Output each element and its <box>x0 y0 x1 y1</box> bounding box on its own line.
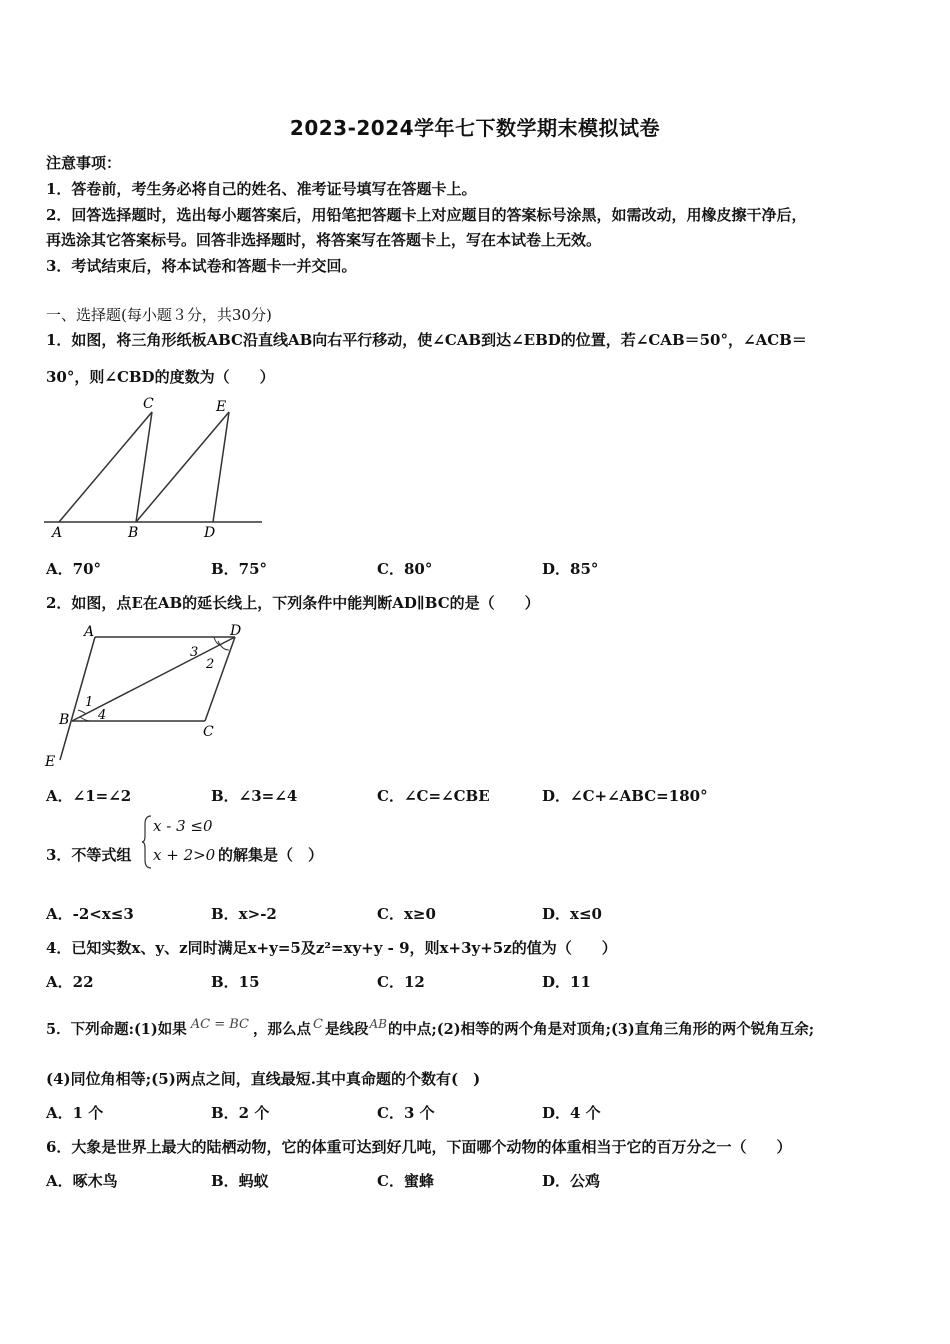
q2-stem: 2．如图，点E在AB的延长线上，下列条件中能判断AD∥BC的是（ ） <box>46 594 540 612</box>
q1-label-c: C <box>143 396 154 412</box>
q2-label-a: A <box>84 624 95 640</box>
notice-heading: 注意事项： <box>46 154 122 172</box>
q1-option-c[interactable]: C．80° <box>377 560 433 578</box>
q3-inequality-2: x + 2>0 <box>153 846 216 864</box>
q2-option-c[interactable]: C．∠C=∠CBE <box>377 787 490 805</box>
q3-option-a[interactable]: A．-2<x≤3 <box>46 905 134 923</box>
q5-part-2: ，那么点 <box>253 1021 311 1038</box>
q2-label-e: E <box>45 754 56 770</box>
notice-item-1: 1．答卷前，考生务必将自己的姓名、准考证号填写在答题卡上。 <box>46 180 477 198</box>
q2-option-a[interactable]: A．∠1=∠2 <box>46 787 132 805</box>
q1-label-e: E <box>216 399 227 415</box>
q3-prefix: 3．不等式组 <box>46 846 132 864</box>
q4-option-d[interactable]: D．11 <box>542 973 591 991</box>
q3-option-d[interactable]: D．x≤0 <box>542 905 602 923</box>
q5-option-b[interactable]: B．2 个 <box>211 1104 270 1122</box>
q2-figure <box>42 620 242 772</box>
q2-option-d[interactable]: D．∠C+∠ABC=180° <box>542 787 708 805</box>
q2-label-angle-1: 1 <box>85 695 94 710</box>
q3-option-b[interactable]: B．x>-2 <box>211 905 277 923</box>
q6-option-d[interactable]: D．公鸡 <box>542 1172 601 1190</box>
q5-formula-ab: AB <box>369 1017 387 1031</box>
q5-part-3: 是线段 <box>324 1021 369 1038</box>
q1-option-a[interactable]: A．70° <box>46 560 102 578</box>
q5-stem-line1 <box>46 1018 814 1039</box>
q1-stem-line1: 1．如图，将三角形纸板ABC沿直线AB向右平行移动，使∠CAB到达∠EBD的位置，若∠CAB＝50°，∠ACB＝ <box>46 331 807 349</box>
q6-stem: 6．大象是世界上最大的陆栖动物，它的体重可达到好几吨，下面哪个动物的体重相当于它的百万分之一（ ） <box>46 1138 792 1156</box>
q3-suffix: 的解集是（ ） <box>218 846 324 864</box>
q5-part-4: 的中点;(2)相等的两个角是对顶角;(3)直角三角形的两个锐角互余; <box>387 1021 815 1038</box>
q2-label-angle-2: 2 <box>206 657 215 672</box>
q3-option-c[interactable]: C．x≥0 <box>377 905 436 923</box>
q6-option-b[interactable]: B．蚂蚁 <box>211 1172 269 1190</box>
q6-option-a[interactable]: A．啄木鸟 <box>46 1172 118 1190</box>
q3-inequality-1: x - 3 ≤0 <box>153 817 213 835</box>
notice-item-2-cont: 再选涂其它答案标号。回答非选择题时，将答案写在答题卡上，写在本试卷上无效。 <box>46 231 602 249</box>
q1-label-b: B <box>128 525 139 541</box>
section-heading: 一、选择题(每小题３分，共30分) <box>46 306 272 324</box>
q1-option-b[interactable]: B．75° <box>211 560 268 578</box>
q4-stem: 4．已知实数x、y、z同时满足x+y=5及z²=xy+y - 9，则x+3y+5z的值为（ ） <box>46 939 617 957</box>
q1-option-d[interactable]: D．85° <box>542 560 599 578</box>
q4-option-b[interactable]: B．15 <box>211 973 260 991</box>
q2-angle-arc-1 <box>78 710 86 714</box>
q2-segment-bd <box>72 637 235 721</box>
notice-item-2: 2．回答选择题时，选出每小题答案后，用铅笔把答题卡上对应题目的答案标号涂黑，如需改动，用橡皮擦干净后， <box>46 206 807 224</box>
q2-label-angle-3: 3 <box>190 645 199 660</box>
q1-figure <box>44 395 266 545</box>
page-title: 2023-2024学年七下数学期末模拟试卷 <box>289 116 661 140</box>
q4-option-a[interactable]: A．22 <box>46 973 94 991</box>
q2-label-d: D <box>230 623 242 639</box>
q2-label-c: C <box>203 724 214 740</box>
q5-formula-c: C <box>313 1017 323 1032</box>
q5-part-1: 5．下列命题:(1)如果 <box>46 1021 187 1038</box>
q6-option-c[interactable]: C．蜜蜂 <box>377 1172 434 1190</box>
q1-label-d: D <box>204 525 216 541</box>
q2-label-angle-4: 4 <box>98 708 107 723</box>
q5-stem-line2: (4)同位角相等;(5)两点之间，直线最短.其中真命题的个数有( ) <box>46 1070 481 1088</box>
q2-label-b: B <box>59 712 70 728</box>
q1-label-a: A <box>52 525 63 541</box>
q5-formula-ac-bc: AC = BC <box>190 1017 249 1032</box>
notice-item-3: 3．考试结束后，将本试卷和答题卡一并交回。 <box>46 257 357 275</box>
q5-option-c[interactable]: C．3 个 <box>377 1104 435 1122</box>
q2-option-b[interactable]: B．∠3=∠4 <box>211 787 298 805</box>
q4-option-c[interactable]: C．12 <box>377 973 425 991</box>
q5-option-d[interactable]: D．4 个 <box>542 1104 601 1122</box>
q5-option-a[interactable]: A．1 个 <box>46 1104 104 1122</box>
q1-stem-line2: 30°，则∠CBD的度数为（ ） <box>46 368 275 386</box>
q3-brace <box>141 814 153 870</box>
